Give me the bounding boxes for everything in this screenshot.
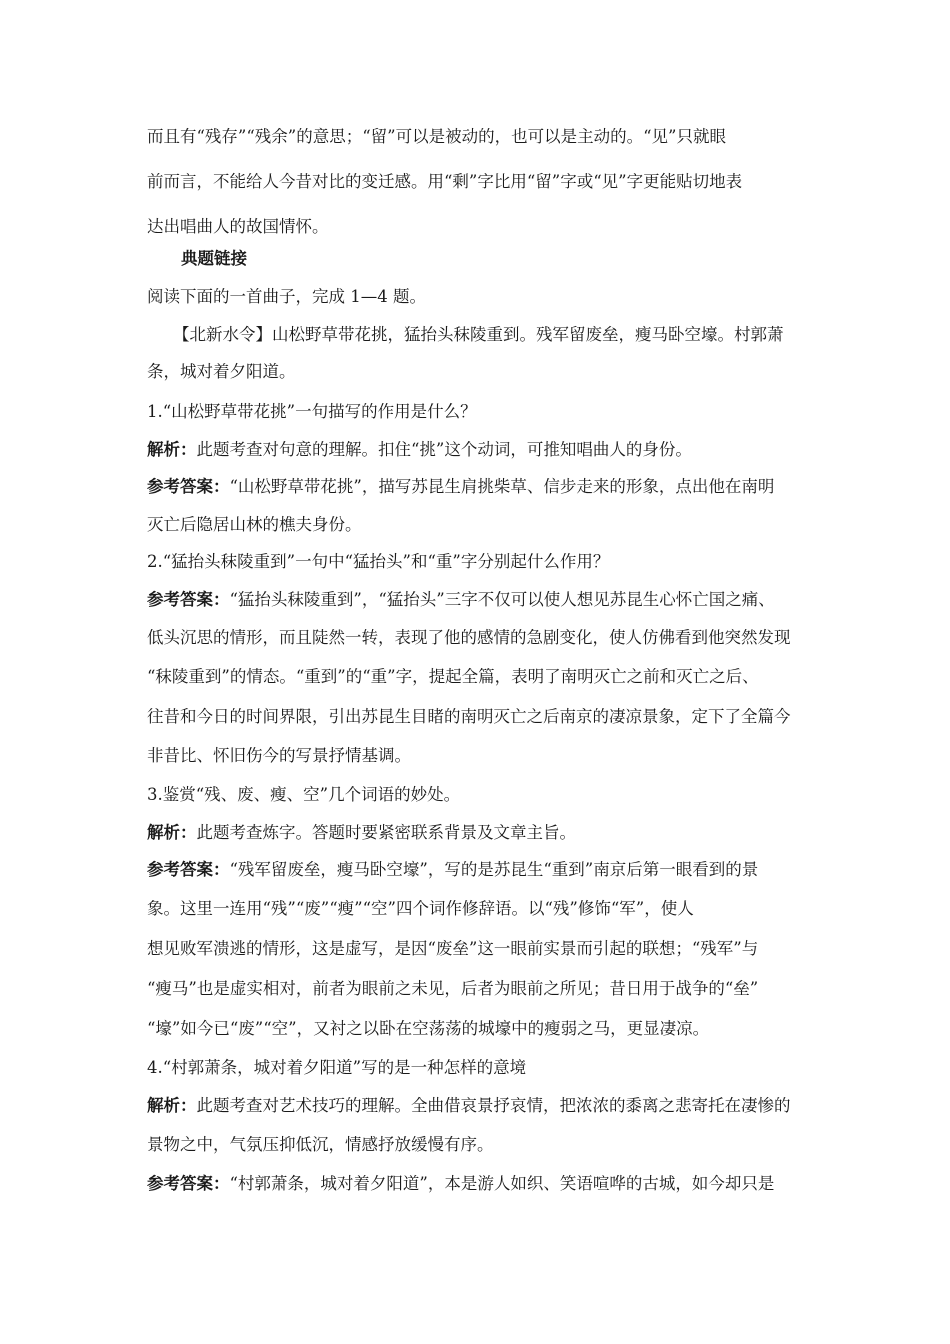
intro-line-1: 而且有“残存”“残余”的意思；“留”可以是被动的，也可以是主动的。“见”只就眼	[147, 127, 726, 146]
poem-line-2: 条，城对着夕阳道。	[147, 362, 296, 381]
analysis-label: 解析：	[147, 440, 197, 459]
answer-label: 参考答案：	[147, 590, 230, 609]
instruction: 阅读下面的一首曲子，完成 1—4 题。	[147, 287, 426, 306]
q3-answer-line-5: “壕”如今已“废”“空”，又衬之以卧在空荡荡的城壕中的瘦弱之马，更显凄凉。	[147, 1019, 710, 1038]
q2-answer-text: “猛抬头秣陵重到”，“猛抬头”三字不仅可以使人想见苏昆生心怀亡国之痛、	[229, 590, 775, 609]
q3-answer-line-1	[147, 856, 758, 880]
question-3: 3.鉴赏“残、废、瘦、空”几个词语的妙处。	[147, 785, 461, 804]
q3-answer-line-2: 象。这里一连用“残”“废”“瘦”“空”四个词作修辞语。以“残”修饰“军”，使人	[147, 899, 694, 918]
q3-analysis	[147, 819, 576, 843]
q3-answer-text: “残军留废垒，瘦马卧空壕”，写的是苏昆生“重到”南京后第一眼看到的景	[229, 860, 759, 879]
q2-answer-line-1	[147, 586, 775, 610]
q2-answer-line-5: 非昔比、怀旧伤今的写景抒情基调。	[147, 746, 411, 765]
q2-answer-line-4: 往昔和今日的时间界限，引出苏昆生目睹的南明灭亡之后南京的凄凉景象，定下了全篇今	[147, 707, 791, 726]
poem-line-1: 【北新水令】山松野草带花挑，猛抬头秣陵重到。残军留废垒，瘦马卧空壕。村郭萧	[173, 325, 784, 344]
q3-answer-line-4: “瘦马”也是虚实相对，前者为眼前之未见，后者为眼前之所见；昔日用于战争的“垒”	[147, 979, 759, 998]
analysis-label: 解析：	[147, 1096, 197, 1115]
q1-analysis	[147, 436, 692, 460]
question-1: 1.“山松野草带花挑”一句描写的作用是什么？	[147, 402, 477, 421]
q4-analysis-line-2: 景物之中，气氛压抑低沉，情感抒放缓慢有序。	[147, 1135, 494, 1154]
q3-analysis-text: 此题考查炼字。答题时要紧密联系背景及文章主旨。	[196, 823, 576, 842]
answer-label: 参考答案：	[147, 860, 230, 879]
q4-answer-line-1	[147, 1170, 774, 1194]
q4-answer-text: “村郭萧条，城对着夕阳道”，本是游人如织、笑语喧哗的古城，如今却只是	[229, 1174, 775, 1193]
q1-answer-line-2: 灭亡后隐居山林的樵夫身份。	[147, 515, 362, 534]
section-heading: 典题链接	[181, 249, 247, 268]
q4-analysis-line-1	[147, 1092, 791, 1116]
intro-line-2: 前而言，不能给人今昔对比的变迁感。用“剩”字比用“留”字或“见”字更能贴切地表	[147, 172, 743, 191]
q1-answer-text: “山松野草带花挑”，描写苏昆生肩挑柴草、信步走来的形象，点出他在南明	[229, 477, 775, 496]
answer-label: 参考答案：	[147, 477, 230, 496]
answer-label: 参考答案：	[147, 1174, 230, 1193]
analysis-label: 解析：	[147, 823, 197, 842]
question-4: 4.“村郭萧条，城对着夕阳道”写的是一种怎样的意境	[147, 1058, 527, 1077]
q1-analysis-text: 此题考查对句意的理解。扣住“挑”这个动词，可推知唱曲人的身份。	[196, 440, 692, 459]
q3-answer-line-3: 想见败军溃逃的情形，这是虚写，是因“废垒”这一眼前实景而引起的联想；“残军”与	[147, 939, 759, 958]
q2-answer-line-2: 低头沉思的情形，而且陡然一转，表现了他的感情的急剧变化，使人仿佛看到他突然发现	[147, 628, 791, 647]
q1-answer-line-1	[147, 473, 774, 497]
question-2: 2.“猛抬头秣陵重到”一句中“猛抬头”和“重”字分别起什么作用？	[147, 552, 610, 571]
intro-line-3: 达出唱曲人的故国情怀。	[147, 217, 329, 236]
q4-analysis-text: 此题考查对艺术技巧的理解。全曲借哀景抒哀情，把浓浓的黍离之悲寄托在凄惨的	[196, 1096, 791, 1115]
q2-answer-line-3: “秣陵重到”的情态。“重到”的“重”字，提起全篇，表明了南明灭亡之前和灭亡之后、	[147, 667, 759, 686]
